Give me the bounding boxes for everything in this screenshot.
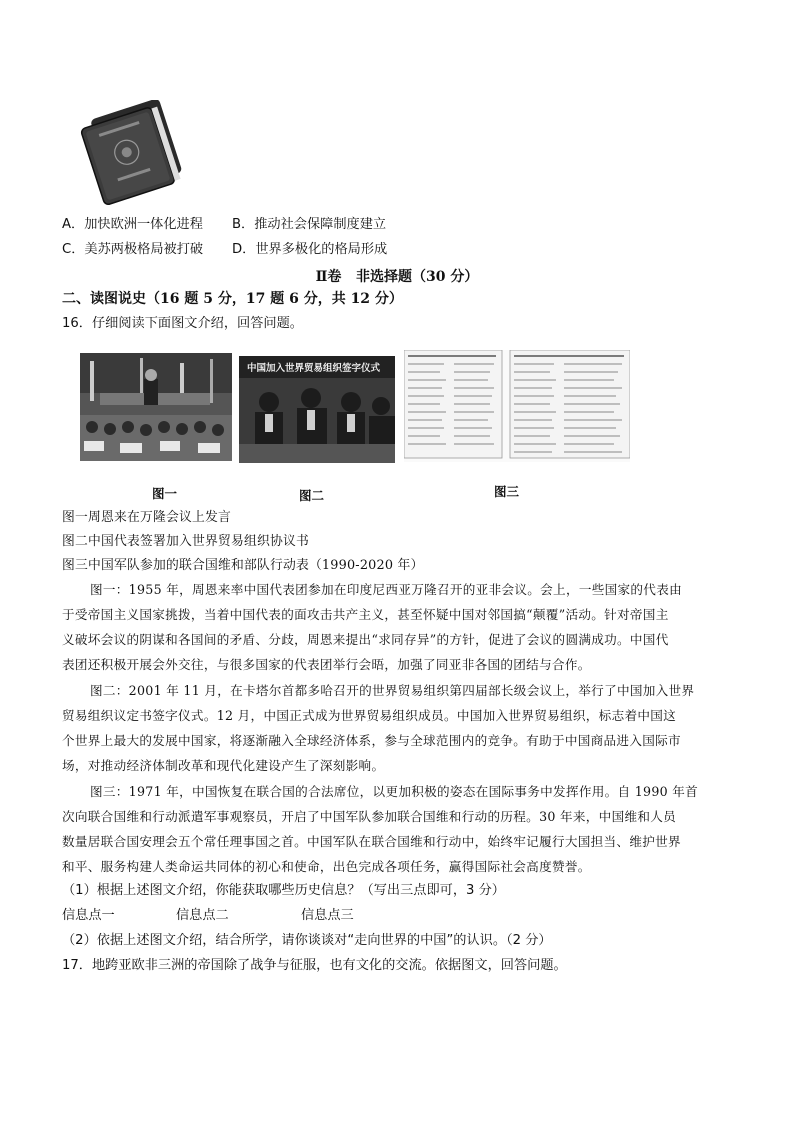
figure-2-caption: 图二 — [299, 488, 325, 503]
passport-image — [72, 100, 197, 205]
figure-2-photo — [239, 356, 395, 463]
caption-figure-3: 图三中国军队参加的联合国维和部队行动表（1990-2020 年） — [62, 558, 424, 573]
info-point-3: 信息点三 — [301, 908, 354, 923]
question-17: 17．地跨亚欧非三洲的帝国除了战争与征服，也有文化的交流。依据图文，回答问题。 — [62, 958, 567, 973]
info-point-1: 信息点一 — [62, 908, 115, 923]
question-16-intro: 16．仔细阅读下面图文介绍，回答问题。 — [62, 316, 303, 331]
para-2-line-3: 个世界上最大的发展中国家，将逐渐融入全球经济体系，参与全球范围内的竞争。有助于中国商品进入国际市 — [62, 733, 681, 748]
para-2-line-2: 贸易组织议定书签字仪式。12 月，中国正式成为世界贸易组织成员。中国加入世界贸易组织，标志着中国这 — [62, 708, 677, 723]
para-1-line-1: 图一：1955 年，周恩来率中国代表团参加在印度尼西亚万隆召开的亚非会议。会上，一些国家的代表由 — [90, 582, 682, 597]
para-2-line-4: 场，对推动经济体制改革和现代化建设产生了深刻影响。 — [62, 758, 385, 773]
option-d: D．世界多极化的格局形成 — [232, 242, 388, 257]
para-3-line-1: 图三：1971 年，中国恢复在联合国的合法席位，以更加积极的姿态在国际事务中发挥作用。自 1990 年首 — [90, 784, 699, 799]
figure-3-table — [404, 350, 630, 462]
question-16-2: （2）依据上述图文介绍，结合所学，请你谈谈对“走向世界的中国”的认识。（2 分） — [62, 933, 552, 948]
caption-figure-1: 图一周恩来在万隆会议上发言 — [62, 510, 231, 525]
para-1-line-2: 于受帝国主义国家挑拨，当着中国代表的面攻击共产主义，甚至怀疑中国对邻国搞“颠覆”活动。针对帝国主 — [62, 607, 669, 622]
section-header: Ⅱ卷 非选择题（30 分） — [315, 269, 479, 285]
para-1-line-3: 义破坏会议的阴谋和各国间的矛盾、分歧，周恩来提出“求同存异”的方针，促进了会议的圆满成功。中国代 — [62, 632, 669, 647]
figure-3-caption: 图三 — [494, 484, 520, 499]
para-3-line-4: 和平、服务构建人类命运共同体的初心和使命，出色完成各项任务，赢得国际社会高度赞誉。 — [62, 859, 591, 874]
para-1-line-4: 表团还积极开展会外交往，与很多国家的代表团举行会晤，加强了同亚非各国的团结与合作。 — [62, 657, 591, 672]
para-2-line-1: 图二：2001 年 11 月，在卡塔尔首都多哈召开的世界贸易组织第四届部长级会议上，举行了中国加入世界 — [90, 683, 695, 698]
info-point-2: 信息点二 — [176, 908, 229, 923]
para-3-line-3: 数量居联合国安理会五个常任理事国之首。中国军队在联合国维和行动中，始终牢记履行大国担当、维护世界 — [62, 834, 681, 849]
option-b: B．推动社会保障制度建立 — [232, 217, 387, 232]
part-two-title: 二、读图说史（16 题 5 分，17 题 6 分，共 12 分） — [62, 291, 403, 307]
para-3-line-2: 次向联合国维和行动派遣军事观察员，开启了中国军队参加联合国维和行动的历程。30 年来，中国维和人员 — [62, 809, 677, 824]
caption-figure-2: 图二中国代表签署加入世界贸易组织协议书 — [62, 534, 309, 549]
figure-2-banner: 中国加入世界贸易组织签字仪式 — [247, 363, 381, 374]
option-a: A．加快欧洲一体化进程 — [62, 217, 203, 232]
figure-1-caption: 图一 — [152, 486, 178, 501]
figure-1-photo — [80, 353, 232, 461]
question-16-1: （1）根据上述图文介绍，你能获取哪些历史信息？（写出三点即可，3 分） — [62, 883, 505, 898]
option-c: C．美苏两极格局被打破 — [62, 242, 204, 257]
